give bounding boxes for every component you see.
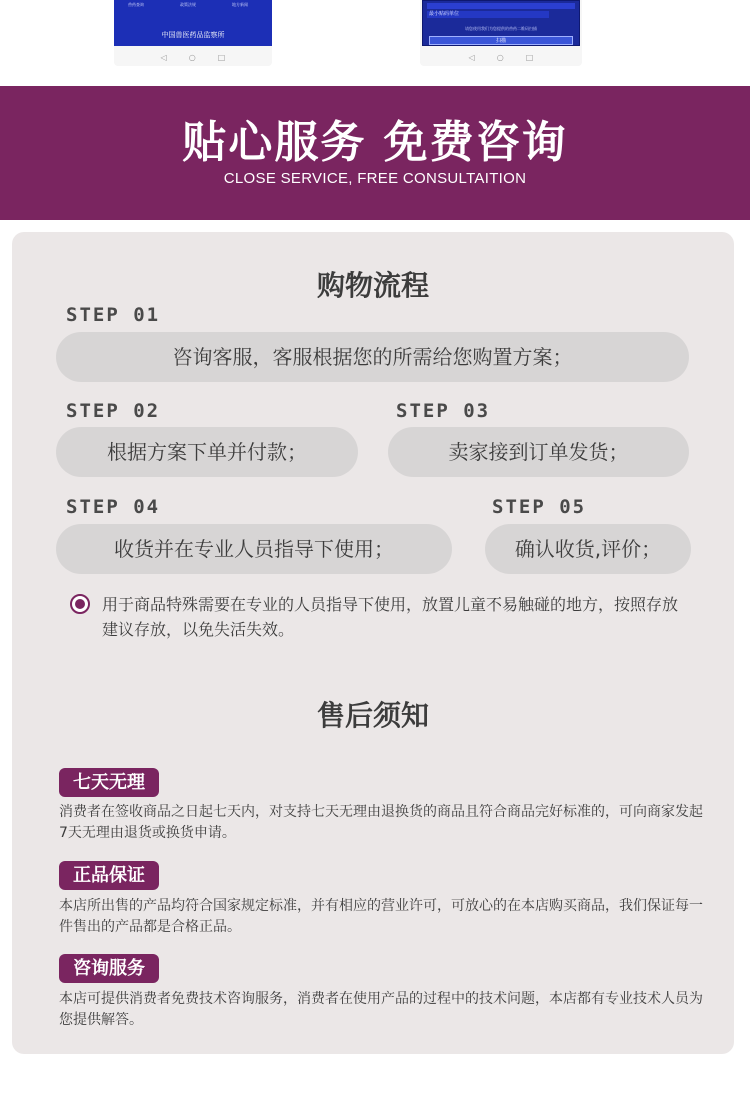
phone-nav-bar	[420, 52, 582, 62]
process-title: 购物流程	[316, 269, 429, 302]
field-label: 最小贴码单位	[427, 11, 549, 18]
tiny-label: 地方新闻	[232, 2, 248, 7]
tiny-label: 政策法规	[180, 2, 196, 7]
phone-screenshots	[0, 0, 750, 86]
step-pill: 收货并在专业人员指导下使用；	[56, 524, 452, 574]
step-label: STEP 04	[66, 496, 161, 518]
usage-note-text: 用于商品特殊需要在专业的人员指导下使用，放置儿童不易触碰的地方，按照存放建议存放，以免失活失效。	[102, 595, 679, 639]
back-icon: ◁	[468, 52, 475, 62]
step-label: STEP 01	[66, 304, 161, 326]
phone-screenshot-right	[420, 0, 582, 66]
info-card	[12, 232, 734, 1054]
service-banner	[0, 86, 750, 220]
usage-note	[70, 592, 690, 642]
tiny-label: 兽药查询	[128, 2, 144, 7]
genuine-text: 本店所出售的产品均符合国家规定标准，并有相应的营业许可，可放心的在本店购买商品，我们保证每一件售出的产品都是合格正品。	[59, 898, 703, 935]
step-label: STEP 02	[66, 400, 161, 422]
home-icon: ○	[188, 52, 196, 62]
recents-icon: □	[217, 52, 226, 62]
seven-day-text: 消费者在签收商品之日起七天内，对支持七天无理由退换货的商品且符合商品完好标准的，可向商家发起7天无理由退货或换货申请。	[59, 804, 703, 841]
step-pill: 根据方案下单并付款；	[56, 427, 358, 477]
back-icon: ◁	[160, 52, 167, 62]
step-label: STEP 05	[492, 496, 587, 518]
phone-caption: 中国兽医药品监察所	[161, 31, 225, 39]
step-pill: 卖家接到订单发货；	[388, 427, 689, 477]
phone-screen	[422, 0, 580, 46]
input-row	[427, 3, 575, 9]
step-label: STEP 03	[396, 400, 491, 422]
tag-genuine: 正品保证	[59, 861, 159, 890]
after-sales-title: 售后须知	[316, 699, 429, 732]
step-pill: 确认收货,评价；	[485, 524, 691, 574]
scan-button: 扫描	[429, 36, 573, 45]
tag-consult: 咨询服务	[59, 954, 159, 983]
phone-screenshot-left	[114, 0, 272, 66]
step-pill: 咨询客服，客服根据您的所需给您购置方案；	[56, 332, 689, 382]
consult-text: 本店可提供消费者免费技术咨询服务，消费者在使用产品的过程中的技术问题，本店都有专业技术人员为您提供解答。	[59, 991, 703, 1028]
banner-title: 贴心服务 免费咨询	[182, 117, 568, 168]
radio-dot-icon	[70, 594, 90, 614]
tag-seven-day: 七天无理	[59, 768, 159, 797]
phone-screen	[114, 0, 272, 46]
phone-nav-bar	[114, 52, 272, 62]
tiny-note: 请您使用我们为您提供的兽药二维码扫描	[465, 26, 537, 31]
home-icon: ○	[496, 52, 504, 62]
banner-subtitle: CLOSE SERVICE, FREE CONSULTAITION	[223, 170, 527, 187]
recents-icon: □	[525, 52, 534, 62]
